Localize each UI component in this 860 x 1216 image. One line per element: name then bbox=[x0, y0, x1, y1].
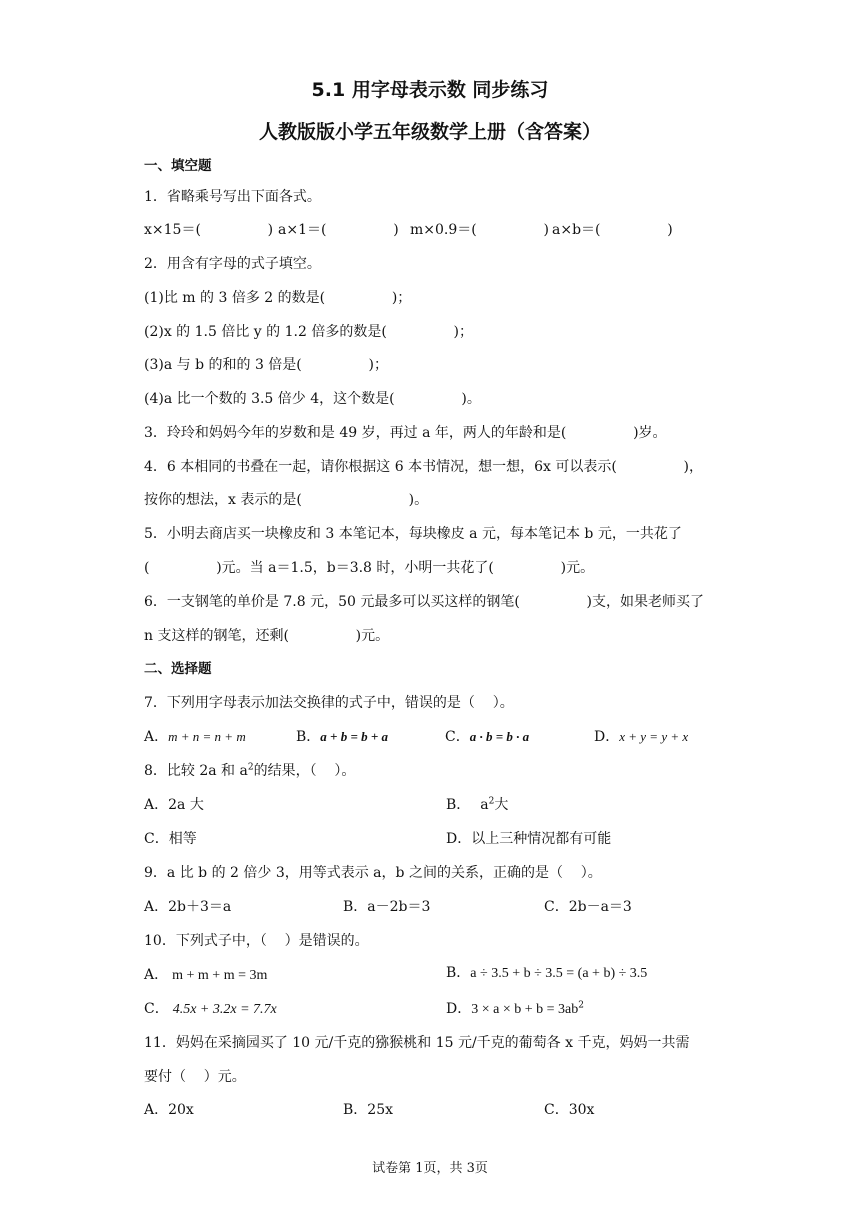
question-6-line-2: n 支这样的钢笔，还剩( )元。 bbox=[144, 628, 390, 644]
question-9-option-c: C．2b－a＝3 bbox=[544, 899, 632, 915]
math-expression: 3 × a × b + b = 3ab bbox=[471, 1002, 579, 1017]
question-9-option-b: B．a－2b＝3 bbox=[343, 899, 431, 915]
question-11-option-c: C．30x bbox=[544, 1102, 595, 1118]
option-label: B． bbox=[296, 729, 321, 745]
question-11-option-a: A．20x bbox=[144, 1102, 194, 1118]
question-2-part-4: (4)a 比一个数的 3.5 倍少 4，这个数是( )。 bbox=[144, 391, 481, 407]
superscript: 2 bbox=[578, 1000, 584, 1011]
question-7-stem: 7．下列用字母表示加法交换律的式子中，错误的是（ ）。 bbox=[144, 695, 514, 711]
question-1-stem: 1．省略乘号写出下面各式。 bbox=[144, 189, 321, 205]
question-8-option-a: A．2a 大 bbox=[144, 797, 204, 813]
option-label: D． bbox=[446, 1001, 472, 1017]
question-2-part-2: (2)x 的 1.5 倍比 y 的 1.2 倍多的数是( )； bbox=[144, 324, 473, 340]
question-2-part-3: (3)a 与 b 的和的 3 倍是( )； bbox=[144, 357, 388, 373]
question-1-item: a×b＝( ) bbox=[552, 222, 673, 238]
page-title: 5.1 用字母表示数 同步练习 bbox=[311, 79, 549, 101]
option-label: C． bbox=[445, 729, 470, 745]
question-7-option-c bbox=[445, 727, 529, 747]
page-footer: 试卷第 1页，共 3页 bbox=[372, 1161, 488, 1176]
question-6-line-1: 6．一支钢笔的单价是 7.8 元，50 元最多可以买这样的钢笔( )支，如果老师买了 bbox=[144, 594, 705, 610]
math-expression: 4.5x + 3.2x = 7.7x bbox=[172, 1002, 277, 1017]
math-expression: a · b = b · a bbox=[469, 729, 530, 744]
option-label: A． bbox=[144, 967, 169, 983]
question-7-option-d bbox=[594, 727, 688, 747]
option-text: 大 bbox=[494, 797, 509, 813]
question-8-option-c: C．相等 bbox=[144, 831, 197, 847]
page-subtitle: 人教版版小学五年级数学上册（含答案） bbox=[258, 121, 601, 143]
question-5-line-2: ( )元。当 a＝1.5，b＝3.8 时，小明一共花了( )元。 bbox=[144, 560, 595, 576]
option-label: D． bbox=[594, 729, 620, 745]
question-3: 3．玲玲和妈妈今年的岁数和是 49 岁，再过 a 年，两人的年龄和是( )岁。 bbox=[144, 425, 667, 441]
question-11-line-1: 11．妈妈在采摘园买了 10 元/千克的猕猴桃和 15 元/千克的葡萄各 x 千克，妈妈一共需 bbox=[144, 1035, 690, 1051]
question-11-option-b: B．25x bbox=[343, 1102, 393, 1118]
question-10-stem: 10．下列式子中，（ ）是错误的。 bbox=[144, 933, 369, 949]
question-4-line-1: 4．6 本相同的书叠在一起，请你根据这 6 本书情况，想一想，6x 可以表示( )， bbox=[144, 459, 704, 475]
superscript: 2 bbox=[247, 762, 254, 773]
stem-text: 的结果，（ ）。 bbox=[253, 763, 356, 779]
question-2-part-1: (1)比 m 的 3 倍多 2 的数是( )； bbox=[144, 290, 412, 306]
stem-text: 8．比较 2a 和 a bbox=[144, 763, 248, 779]
math-expression: m + m + m = 3m bbox=[172, 968, 268, 983]
question-1-item: m×0.9＝( ) bbox=[410, 222, 549, 238]
math-expression: a ÷ 3.5 + b ÷ 3.5 = (a + b) ÷ 3.5 bbox=[470, 966, 648, 981]
question-8-stem bbox=[144, 761, 355, 781]
question-11-line-2: 要付（ ）元。 bbox=[144, 1069, 246, 1085]
math-expression: a + b = b + a bbox=[320, 729, 389, 744]
question-10-option-a bbox=[144, 965, 267, 986]
question-5-line-1: 5．小明去商店买一块橡皮和 3 本笔记本，每块橡皮 a 元，每本笔记本 b 元，一共花了 bbox=[144, 526, 682, 542]
question-7-option-b bbox=[296, 727, 388, 747]
option-label: B． bbox=[446, 965, 471, 981]
question-1-item: x×15＝( ) bbox=[144, 222, 274, 238]
superscript: 2 bbox=[488, 796, 495, 807]
question-2-stem: 2．用含有字母的式子填空。 bbox=[144, 256, 321, 272]
section-heading-multiple-choice: 二、选择题 bbox=[144, 661, 212, 677]
question-8-option-b bbox=[446, 795, 508, 815]
math-expression: m + n = n + m bbox=[168, 729, 246, 744]
option-label: C． bbox=[144, 1001, 169, 1017]
question-10-option-b bbox=[446, 963, 647, 984]
option-label: B． bbox=[446, 797, 471, 813]
question-8-option-d: D．以上三种情况都有可能 bbox=[446, 831, 612, 847]
option-text: a bbox=[480, 797, 489, 813]
math-expression: x + y = y + x bbox=[619, 729, 689, 744]
question-10-option-c bbox=[144, 999, 277, 1020]
section-heading-fill-blank: 一、填空题 bbox=[144, 158, 212, 174]
question-9-stem: 9．a 比 b 的 2 倍少 3，用等式表示 a，b 之间的关系，正确的是（ ）。 bbox=[144, 865, 602, 881]
question-9-option-a: A．2b＋3＝a bbox=[144, 899, 232, 915]
question-10-option-d bbox=[446, 999, 584, 1020]
option-label: A． bbox=[144, 729, 169, 745]
question-7-option-a bbox=[144, 727, 246, 747]
question-1-item: a×1＝( ) bbox=[278, 222, 399, 238]
question-4-line-2: 按你的想法，x 表示的是( )。 bbox=[144, 492, 429, 508]
